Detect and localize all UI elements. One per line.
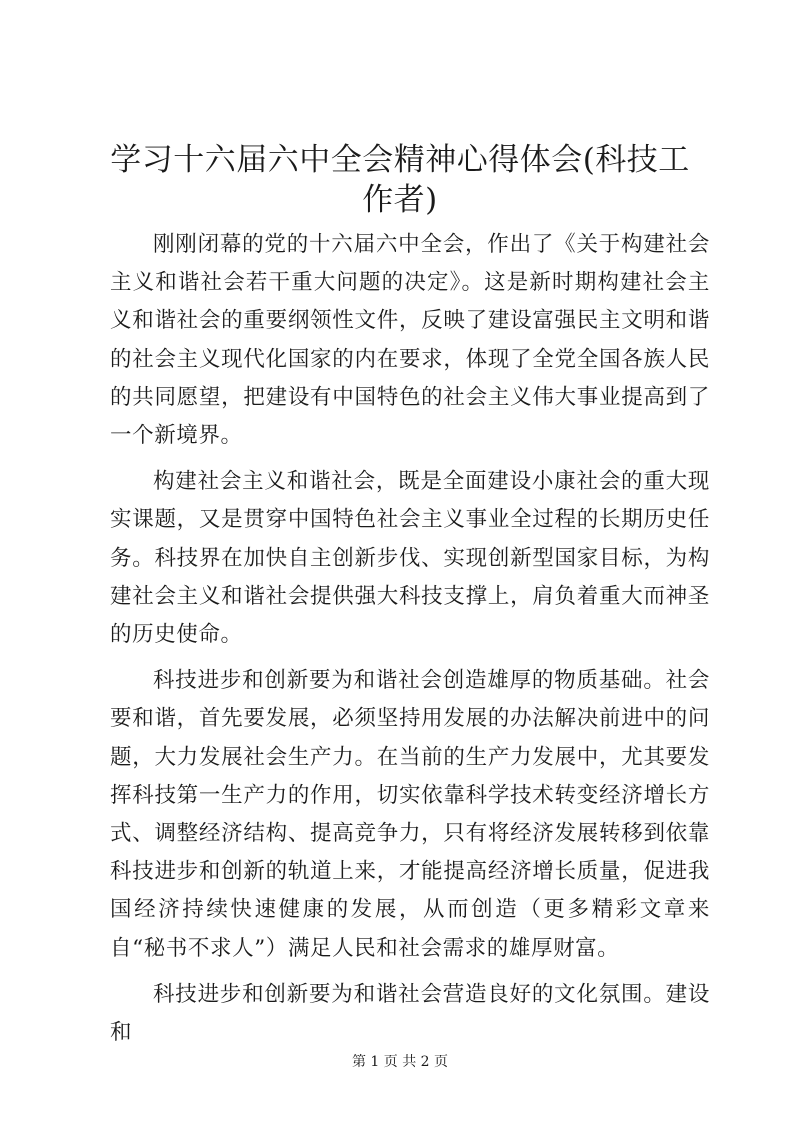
- paragraph-3: 科技进步和创新要为和谐社会创造雄厚的物质基础。社会要和谐，首先要发展，必须坚持用发展的办法解决前进中的问题，大力发展社会生产力。在当前的生产力发展中，尤其要发挥科技第一生产力的作用，切实依靠科学技术转变经济增长方式、调整经济结构、提高竞争力，只有将经济发展转移到依靠科技进步和创新的轨道上来，才能提高经济增长质量，促进我国经济持续快速健康的发展，从而创造（更多精彩文章来自“秘书不求人”）满足人民和社会需求的雄厚财富。: [110, 668, 710, 961]
- page-number-label: 第 1 页 共 2 页: [351, 1054, 449, 1070]
- paragraph-1: 刚刚闭幕的党的十六届六中全会，作出了《关于构建社会主义和谐社会若干重大问题的决定》。这是新时期构建社会主义和谐社会的重要纲领性文件，反映了建设富强民主文明和谐的社会主义现代化国家的内在要求，体现了全党全国各族人民的共同愿望，把建设有中国特色的社会主义伟大事业提高到了一个新境界。: [110, 232, 710, 449]
- paragraph-2: 构建社会主义和谐社会，既是全面建设小康社会的重大现实课题，又是贯穿中国特色社会主义事业全过程的长期历史任务。科技界在加快自主创新步伐、实现创新型国家目标，为构建社会主义和谐社会提供强大科技支撑上，肩负着重大而神圣的历史使命。: [110, 469, 710, 648]
- document-body: [110, 226, 710, 1060]
- document-title: 学习十六届六中全会精神心得体会(科技工作者): [110, 142, 690, 218]
- paragraph-4: 科技进步和创新要为和谐社会营造良好的文化氛围。建设和: [110, 981, 710, 1046]
- page-footer: [0, 1052, 800, 1072]
